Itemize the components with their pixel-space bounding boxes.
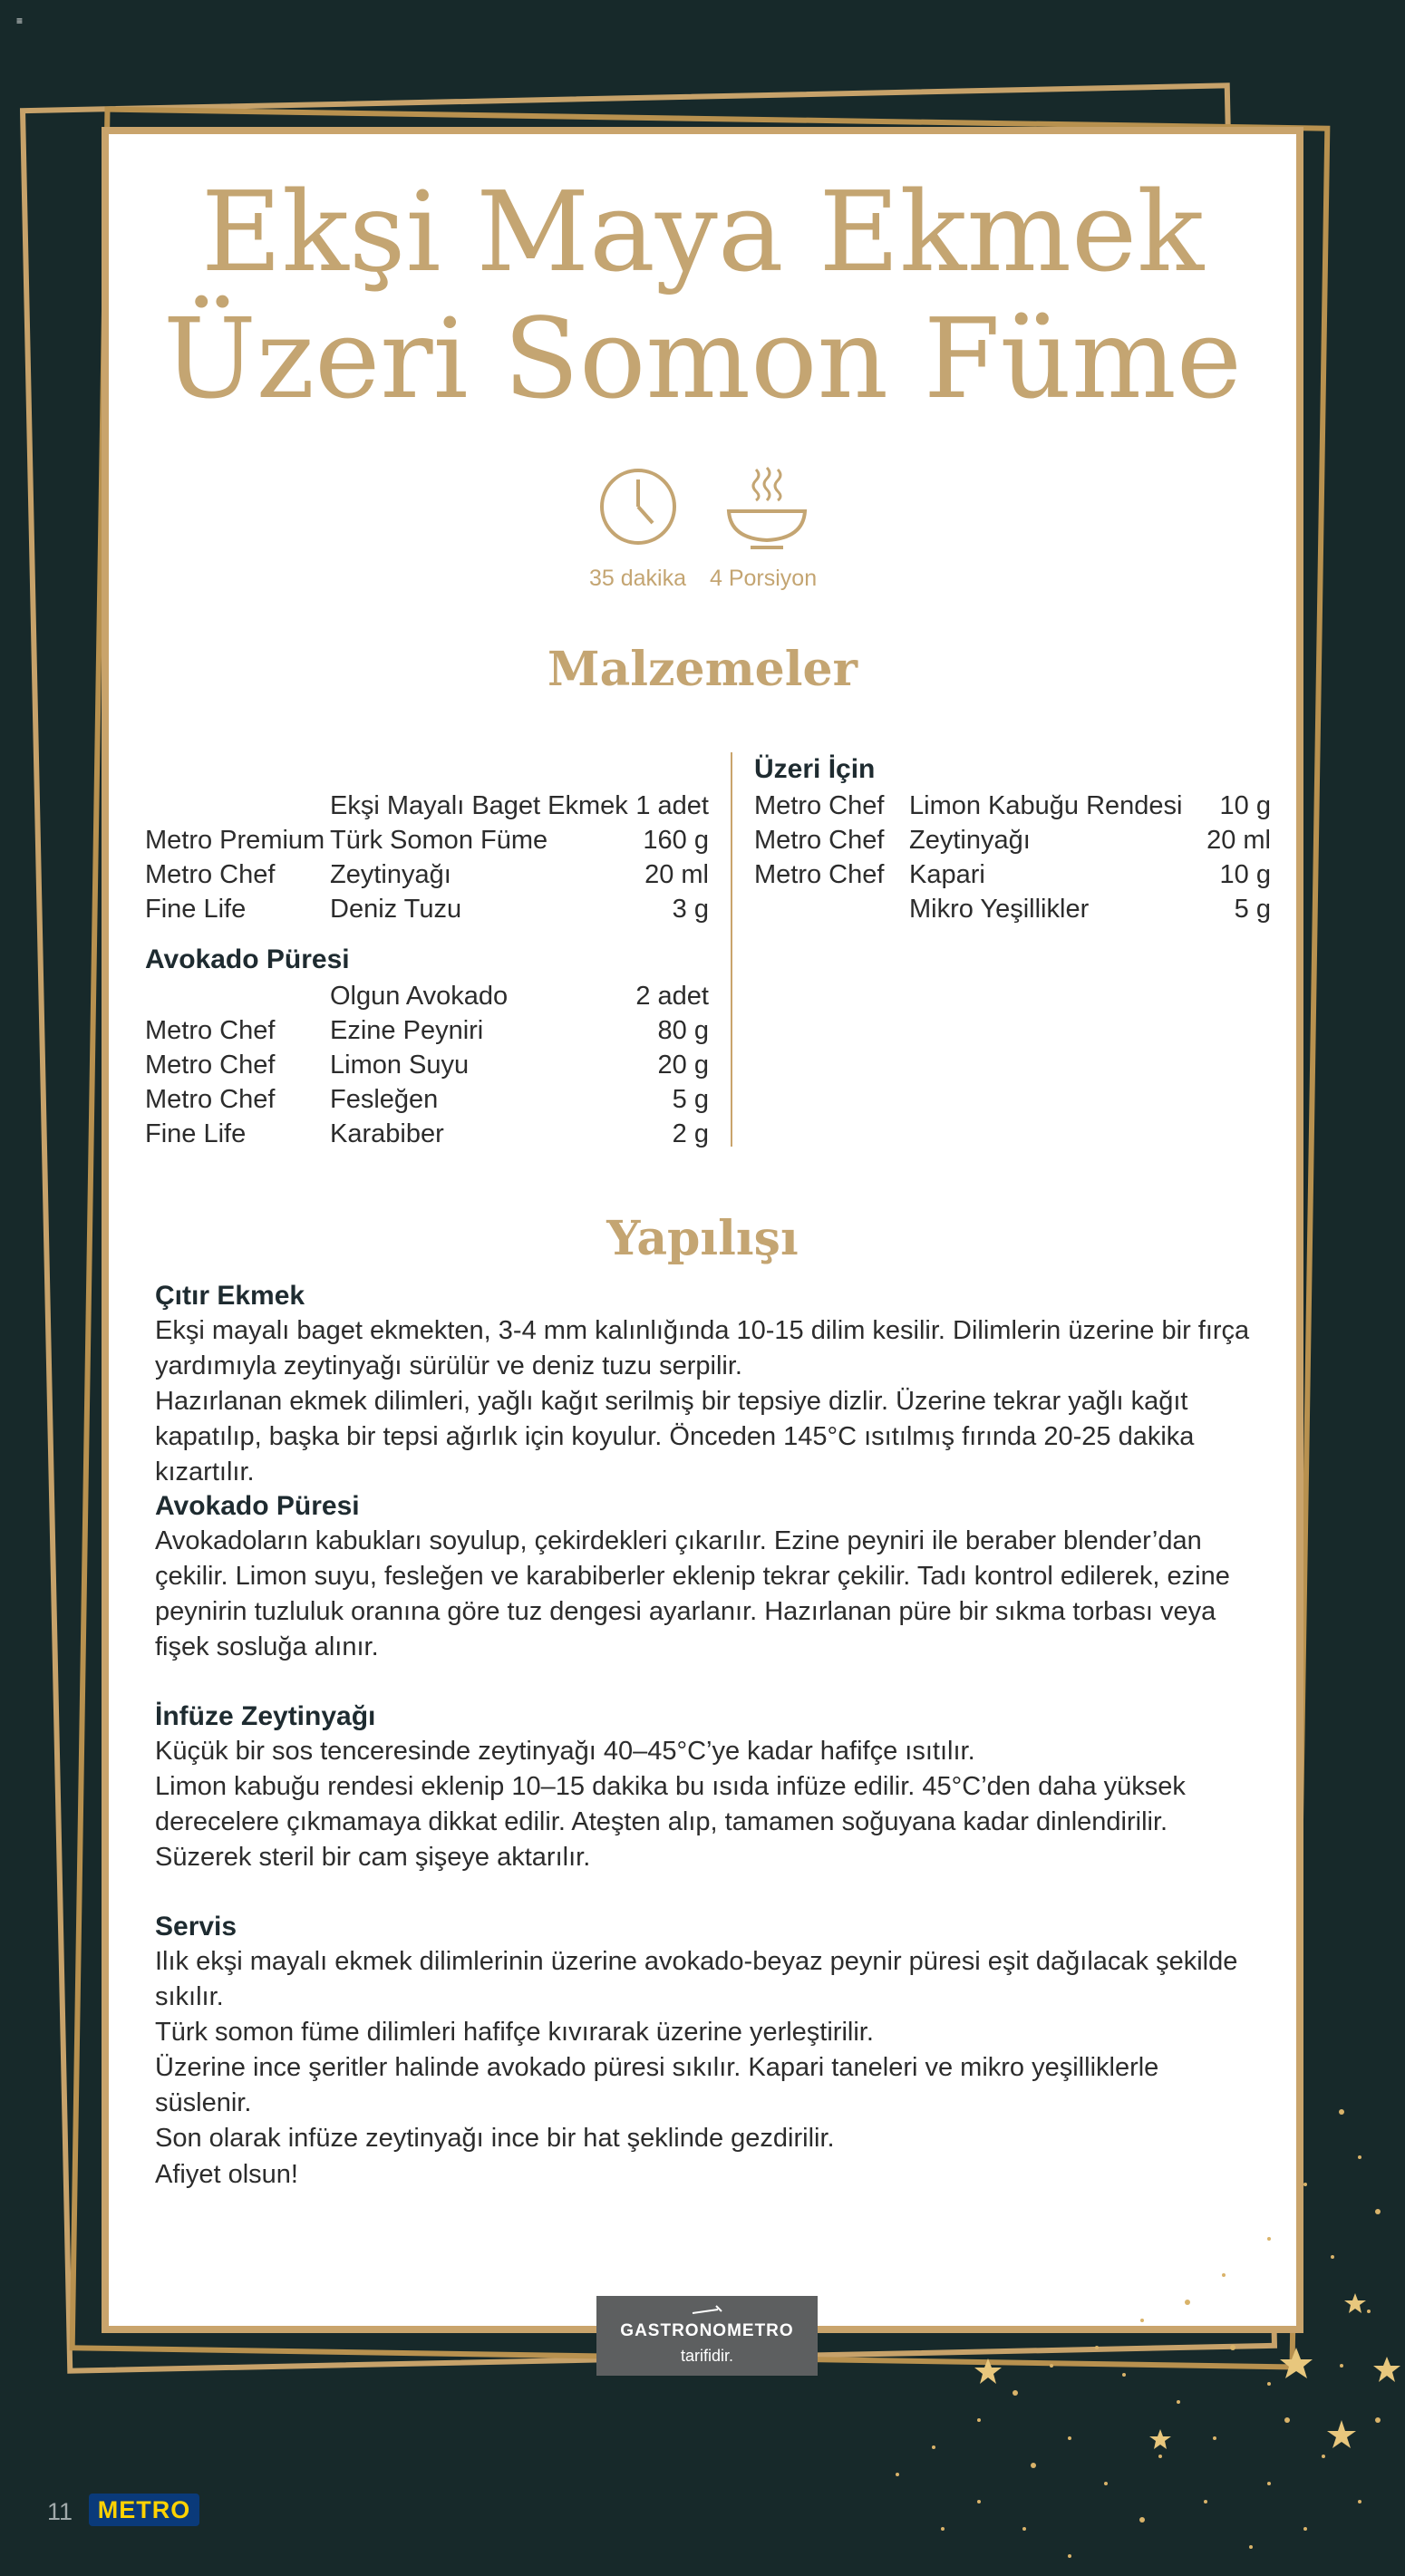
badge-brand: GASTRONOMETRO	[620, 2321, 794, 2340]
ingredient-qty: 10 g	[1219, 791, 1271, 820]
ingredient-brand: Fine Life	[145, 1119, 247, 1148]
ingredient-qty: 2 g	[672, 1119, 709, 1148]
step-paragraph: Limon kabuğu rendesi eklenip 10–15 dakika bu ısıda infüze edilir. 45°C’den daha yüksek derecelere çıkmamaya dikkat edilir. Ateşten alıp, tamamen soğuyana kadar dinlendirilir. Süzerek steril bir cam şişeye aktarılır.	[155, 1772, 1186, 1872]
step-paragraph: Küçük bir sos tenceresinde zeytinyağı 40–45°C’ye kadar hafifçe ısıtılır.	[155, 1737, 975, 1766]
ingredient-name: Limon Kabuğu Rendesi	[909, 791, 1183, 820]
ingredient-brand: Metro Chef	[145, 1051, 276, 1080]
menu-icon[interactable]: ≡	[16, 15, 24, 27]
ingredient-qty: 5 g	[1234, 895, 1271, 924]
ingredient-qty: 20 g	[657, 1051, 709, 1080]
ingredient-name: Zeytinyağı	[330, 860, 451, 889]
step-title: Avokado Püresi	[155, 1491, 360, 1521]
step-paragraph: Avokadoların kabukları soyulup, çekirdekleri çıkarılır. Ezine peyniri ile beraber blender’dan çekilir. Limon suyu, fesleğen ve karabiberler eklenip tekrar çekilir. Tadı kontrol edilerek, ezine peynirin tuzluluk oranına göre tuz dengesi ayarlanır. Hazırlanan püre bir sıkma torbası veya fişek sosluğa alınır.	[155, 1526, 1230, 1661]
ingredient-name: Deniz Tuzu	[330, 895, 462, 924]
badge-sub: tarifidir.	[680, 2347, 734, 2365]
ingredient-name: Zeytinyağı	[909, 826, 1031, 855]
metro-logo-text: METRO	[97, 2495, 191, 2523]
recipe-title-line1: Ekşi Maya Ekmek	[200, 168, 1205, 296]
recipe-title-line2: Üzeri Somon Füme	[162, 295, 1243, 423]
gastronometro-badge	[596, 2296, 818, 2376]
avokado-group-heading: Avokado Püresi	[145, 944, 350, 974]
step-title: İnfüze Zeytinyağı	[155, 1701, 376, 1731]
gold-stars-decoration	[798, 2076, 1405, 2576]
ingredients-heading: Malzemeler	[547, 642, 858, 697]
ingredient-name: Türk Somon Füme	[330, 826, 548, 855]
ingredient-name: Karabiber	[330, 1119, 444, 1148]
step-infuze-zeytinyagi	[155, 1699, 1256, 1875]
ingredient-qty: 10 g	[1219, 860, 1271, 889]
metro-logo	[89, 2494, 199, 2526]
ingredient-qty: 20 ml	[644, 860, 709, 889]
ingredient-qty: 5 g	[672, 1085, 709, 1114]
ingredient-brand: Metro Chef	[754, 791, 885, 820]
ingredient-qty: 3 g	[672, 895, 709, 924]
ingredient-name: Ekşi Mayalı Baget Ekmek	[330, 791, 628, 820]
ingredient-name: Ezine Peyniri	[330, 1016, 484, 1045]
column-divider	[731, 752, 732, 1147]
step-paragraph: Ilık ekşi mayalı ekmek dilimlerinin üzerine avokado-beyaz peynir püresi eşit dağılacak şekilde sıkılır.	[155, 1947, 1238, 2011]
step-paragraph: Ekşi mayalı baget ekmekten, 3-4 mm kalınlığında 10-15 dilim kesilir. Dilimlerin üzerine bir fırça yardımıyla zeytinyağı sürülür ve deniz tuzu serpilir.	[155, 1316, 1250, 1380]
step-paragraph: Türk somon füme dilimleri hafifçe kıvırarak üzerine yerleştirilir.	[155, 2018, 874, 2047]
ingredient-name: Mikro Yeşillikler	[909, 895, 1090, 924]
ingredient-brand: Metro Chef	[145, 1085, 276, 1114]
ingredient-name: Fesleğen	[330, 1085, 439, 1114]
ingredient-qty: 80 g	[657, 1016, 709, 1045]
step-avokado-puresi	[155, 1488, 1256, 1665]
step-title: Çıtır Ekmek	[155, 1281, 305, 1311]
step-title: Servis	[155, 1912, 237, 1942]
ingredient-name: Kapari	[909, 860, 985, 889]
ingredient-qty: 2 adet	[635, 982, 709, 1011]
step-citir-ekmek	[155, 1278, 1256, 1490]
ingredient-qty: 1 adet	[635, 791, 709, 820]
servings-label: 4 Porsiyon	[710, 566, 818, 591]
clock-icon	[598, 467, 678, 551]
ingredient-name: Limon Suyu	[330, 1051, 470, 1080]
uzeri-group-heading: Üzeri İçin	[754, 754, 876, 784]
ingredient-brand: Metro Chef	[754, 860, 885, 889]
soup-bowl-icon	[725, 464, 809, 556]
ingredient-brand: Metro Premium	[145, 826, 325, 855]
ingredient-brand: Fine Life	[145, 895, 247, 924]
ingredient-qty: 160 g	[643, 826, 709, 855]
ingredient-name: Olgun Avokado	[330, 982, 509, 1011]
ingredient-qty: 20 ml	[1206, 826, 1271, 855]
ingredient-brand: Metro Chef	[145, 1016, 276, 1045]
method-heading: Yapılışı	[606, 1211, 799, 1266]
ingredient-brand: Metro Chef	[754, 826, 885, 855]
chef-hat-icon	[691, 2303, 723, 2319]
ingredient-brand: Metro Chef	[145, 860, 276, 889]
step-paragraph: Son olarak infüze zeytinyağı ince bir hat şeklinde gezdirilir.	[155, 2124, 835, 2153]
step-paragraph: Üzerine ince şeritler halinde avokado püresi sıkılır. Kapari taneleri ve mikro yeşilliklerle süslenir.	[155, 2053, 1159, 2117]
step-paragraph: Hazırlanan ekmek dilimleri, yağlı kağıt serilmiş bir tepsiye dizlir. Üzerine tekrar yağlı kağıt kapatılıp, başka bir tepsi ağırlık için koyulur. Önceden 145°C ısıtılmış fırında 20-25 dakika kızartılır.	[155, 1387, 1195, 1487]
page-number: 11	[47, 2498, 73, 2525]
closing-text: Afiyet olsun!	[155, 2160, 298, 2189]
prep-time-label: 35 dakika	[589, 566, 687, 591]
